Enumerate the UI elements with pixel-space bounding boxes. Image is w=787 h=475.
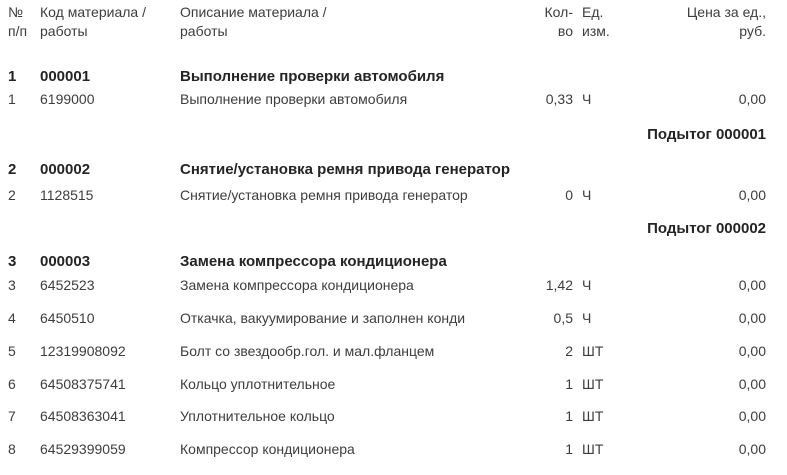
price-value: 0,00 [738,376,766,392]
qty-value: 2 [565,343,573,359]
group-title: Выполнение проверки автомобиля [180,68,445,85]
unit-value: ШТ [582,343,604,359]
qty-value: 0,5 [553,310,573,326]
column-header-num-line2: п/п [8,23,28,39]
table-header [0,3,787,41]
row-num: 5 [8,343,16,359]
qty-value: 1 [565,441,573,457]
material-desc: Болт со звездообр.гол. и мал.фланцем [180,343,435,359]
material-desc: Выполнение проверки автомобиля [180,91,408,107]
row-num: 4 [8,310,16,326]
unit-value: Ч [582,277,592,293]
unit-value: ШТ [582,376,604,392]
material-code: 12319908092 [40,343,126,359]
group-header-row [0,69,787,85]
group-code: 000003 [40,253,91,270]
detail-row [0,310,787,326]
qty-value: 1 [565,376,573,392]
column-header-desc-line2: работы [180,23,228,39]
group-num: 3 [8,253,17,270]
group-header-row [0,254,787,270]
qty-value: 1 [565,408,573,424]
column-header-code-line2: работы [40,23,88,39]
column-header-qty [502,3,573,41]
unit-value: ШТ [582,408,604,424]
column-header-qty-line2: во [557,23,573,39]
unit-value: Ч [582,310,592,326]
detail-row [0,187,787,203]
material-code: 64508363041 [40,408,126,424]
detail-row [0,441,787,457]
material-code: 64508375741 [40,376,126,392]
row-num: 3 [8,277,16,293]
column-header-price-line1: Цена за ед., [686,4,766,20]
detail-row [0,408,787,424]
qty-value: 0 [565,187,573,203]
detail-row [0,376,787,392]
material-desc: Кольцо уплотнительное [180,376,336,392]
row-num: 8 [8,441,16,457]
subtotal-row: Подытог 000002 [647,220,766,237]
material-code: 1128515 [40,187,94,203]
detail-row [0,277,787,293]
column-header-unit [573,3,640,41]
price-value: 0,00 [738,310,766,326]
price-value: 0,00 [738,187,766,203]
price-value: 0,00 [738,408,766,424]
column-header-price [640,3,766,41]
row-num: 1 [8,91,16,107]
unit-value: Ч [582,91,592,107]
group-num: 1 [8,68,17,85]
unit-value: Ч [582,187,592,203]
group-code: 000001 [40,68,91,85]
price-value: 0,00 [738,91,766,107]
group-title: Снятие/установка ремня привода генератор [180,161,510,178]
detail-row [0,91,787,107]
material-code: 6450510 [40,310,95,326]
price-value: 0,00 [738,343,766,359]
column-header-code [40,3,180,41]
column-header-code-line1: Код материала / [40,4,146,20]
row-num: 2 [8,187,16,203]
material-desc: Компрессор кондиционера [180,441,355,457]
group-code: 000002 [40,161,91,178]
column-header-num [8,3,40,41]
price-value: 0,00 [738,441,766,457]
column-header-desc [180,3,502,41]
group-num: 2 [8,161,17,178]
material-desc: Замена компрессора кондиционера [180,277,414,293]
group-header-row [0,162,787,178]
material-desc: Откачка, вакуумирование и заполнен конди [180,310,466,326]
material-code: 64529399059 [40,441,126,457]
group-title: Замена компрессора кондиционера [180,253,447,270]
column-header-qty-line1: Кол- [544,4,573,20]
material-desc: Снятие/установка ремня привода генератор [180,187,468,203]
subtotal-row: Подытог 000001 [647,126,766,143]
material-code: 6452523 [40,277,95,293]
row-num: 7 [8,408,16,424]
unit-value: ШТ [582,441,604,457]
qty-value: 1,42 [545,277,573,293]
column-header-desc-line1: Описание материала / [180,4,327,20]
qty-value: 0,33 [545,91,573,107]
column-header-num-line1: № [8,4,24,20]
price-value: 0,00 [738,277,766,293]
material-desc: Уплотнительное кольцо [180,408,335,424]
column-header-unit-line2: изм. [582,23,610,39]
column-header-price-line2: руб. [739,23,766,39]
detail-row [0,343,787,359]
row-num: 6 [8,376,16,392]
column-header-unit-line1: Ед. [582,4,604,20]
material-code: 6199000 [40,91,95,107]
